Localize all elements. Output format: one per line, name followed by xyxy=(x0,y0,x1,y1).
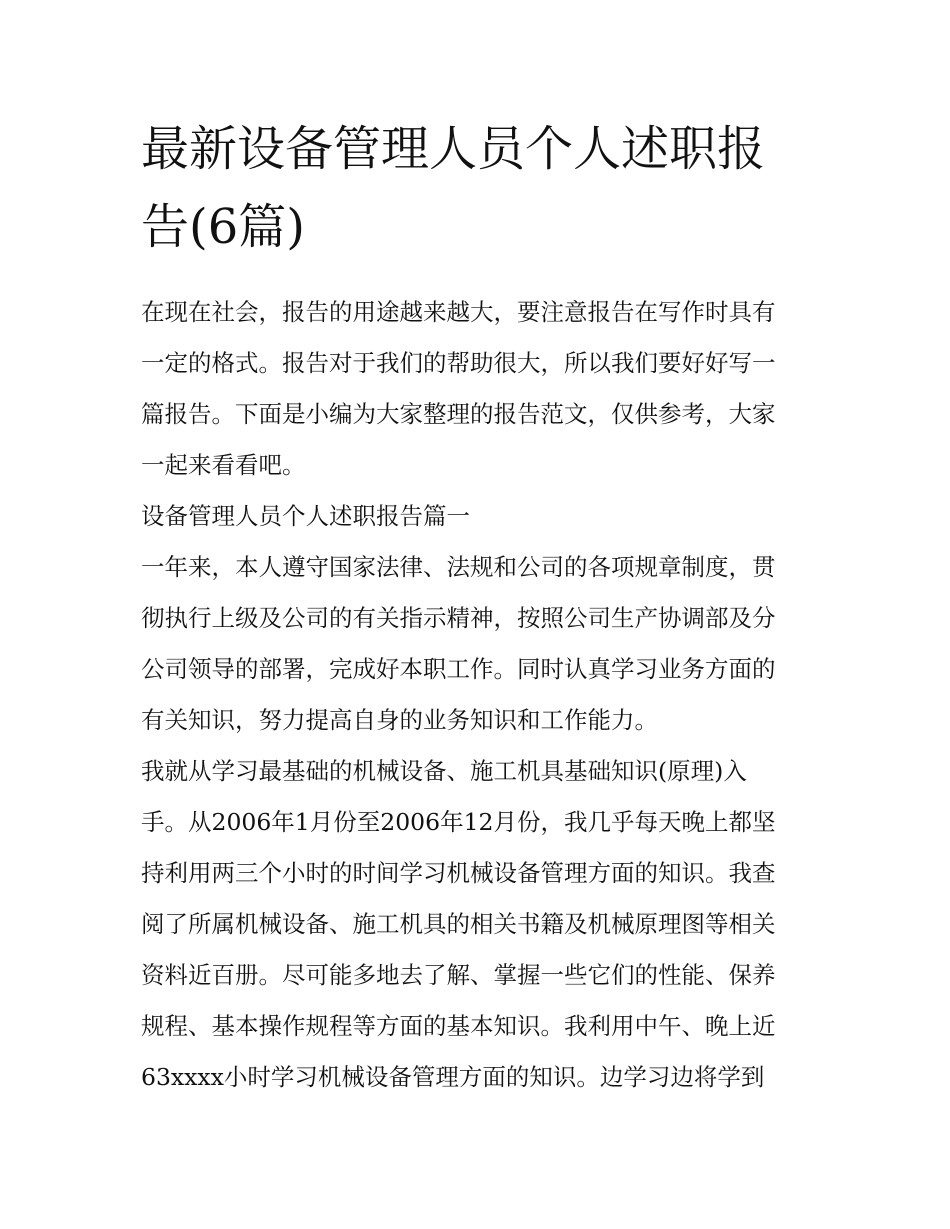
text-line: 资料近百册。尽可能多地去了解、掌握一些它们的性能、保养 xyxy=(141,961,776,989)
text-line: 篇报告。下面是小编为大家整理的报告范文，仅供参考，大家 xyxy=(141,400,776,428)
text-line: 我就从学习最基础的机械设备、施工机具基础知识(原理)入 xyxy=(141,757,747,785)
text-line: 持利用两三个小时的时间学习机械设备管理方面的知识。我查 xyxy=(141,859,776,887)
text-line: 63xxxx小时学习机械设备管理方面的知识。边学习边将学到 xyxy=(141,1063,765,1091)
text-line: 在现在社会，报告的用途越来越大，要注意报告在写作时具有 xyxy=(141,298,776,326)
text-line: 一起来看看吧。 xyxy=(141,451,306,479)
text-line: 有关知识，努力提高自身的业务知识和工作能力。 xyxy=(141,706,658,734)
intro-paragraph xyxy=(141,287,813,491)
text-line: 一年来，本人遵守国家法律、法规和公司的各项规章制度，贯 xyxy=(141,553,776,581)
text-line: 阅了所属机械设备、施工机具的相关书籍及机械原理图等相关 xyxy=(141,910,776,938)
document-content xyxy=(141,110,813,1103)
paragraph-1 xyxy=(141,542,813,746)
title-line: 告(6篇) xyxy=(141,199,305,255)
text-line: 手。从2006年1月份至2006年12月份，我几乎每天晚上都坚 xyxy=(141,808,776,836)
title-line: 最新设备管理人员个人述职报 xyxy=(141,121,766,177)
section-heading: 设备管理人员个人述职报告篇一 xyxy=(141,502,470,530)
text-line: 规程、基本操作规程等方面的基本知识。我利用中午、晚上近 xyxy=(141,1012,776,1040)
text-line: 公司领导的部署，完成好本职工作。同时认真学习业务方面的 xyxy=(141,655,776,683)
text-line: 一定的格式。报告对于我们的帮助很大，所以我们要好好写一 xyxy=(141,349,776,377)
text-line: 彻执行上级及公司的有关指示精神，按照公司生产协调部及分 xyxy=(141,604,776,632)
paragraph-2 xyxy=(141,746,813,1103)
document-title xyxy=(141,110,813,266)
